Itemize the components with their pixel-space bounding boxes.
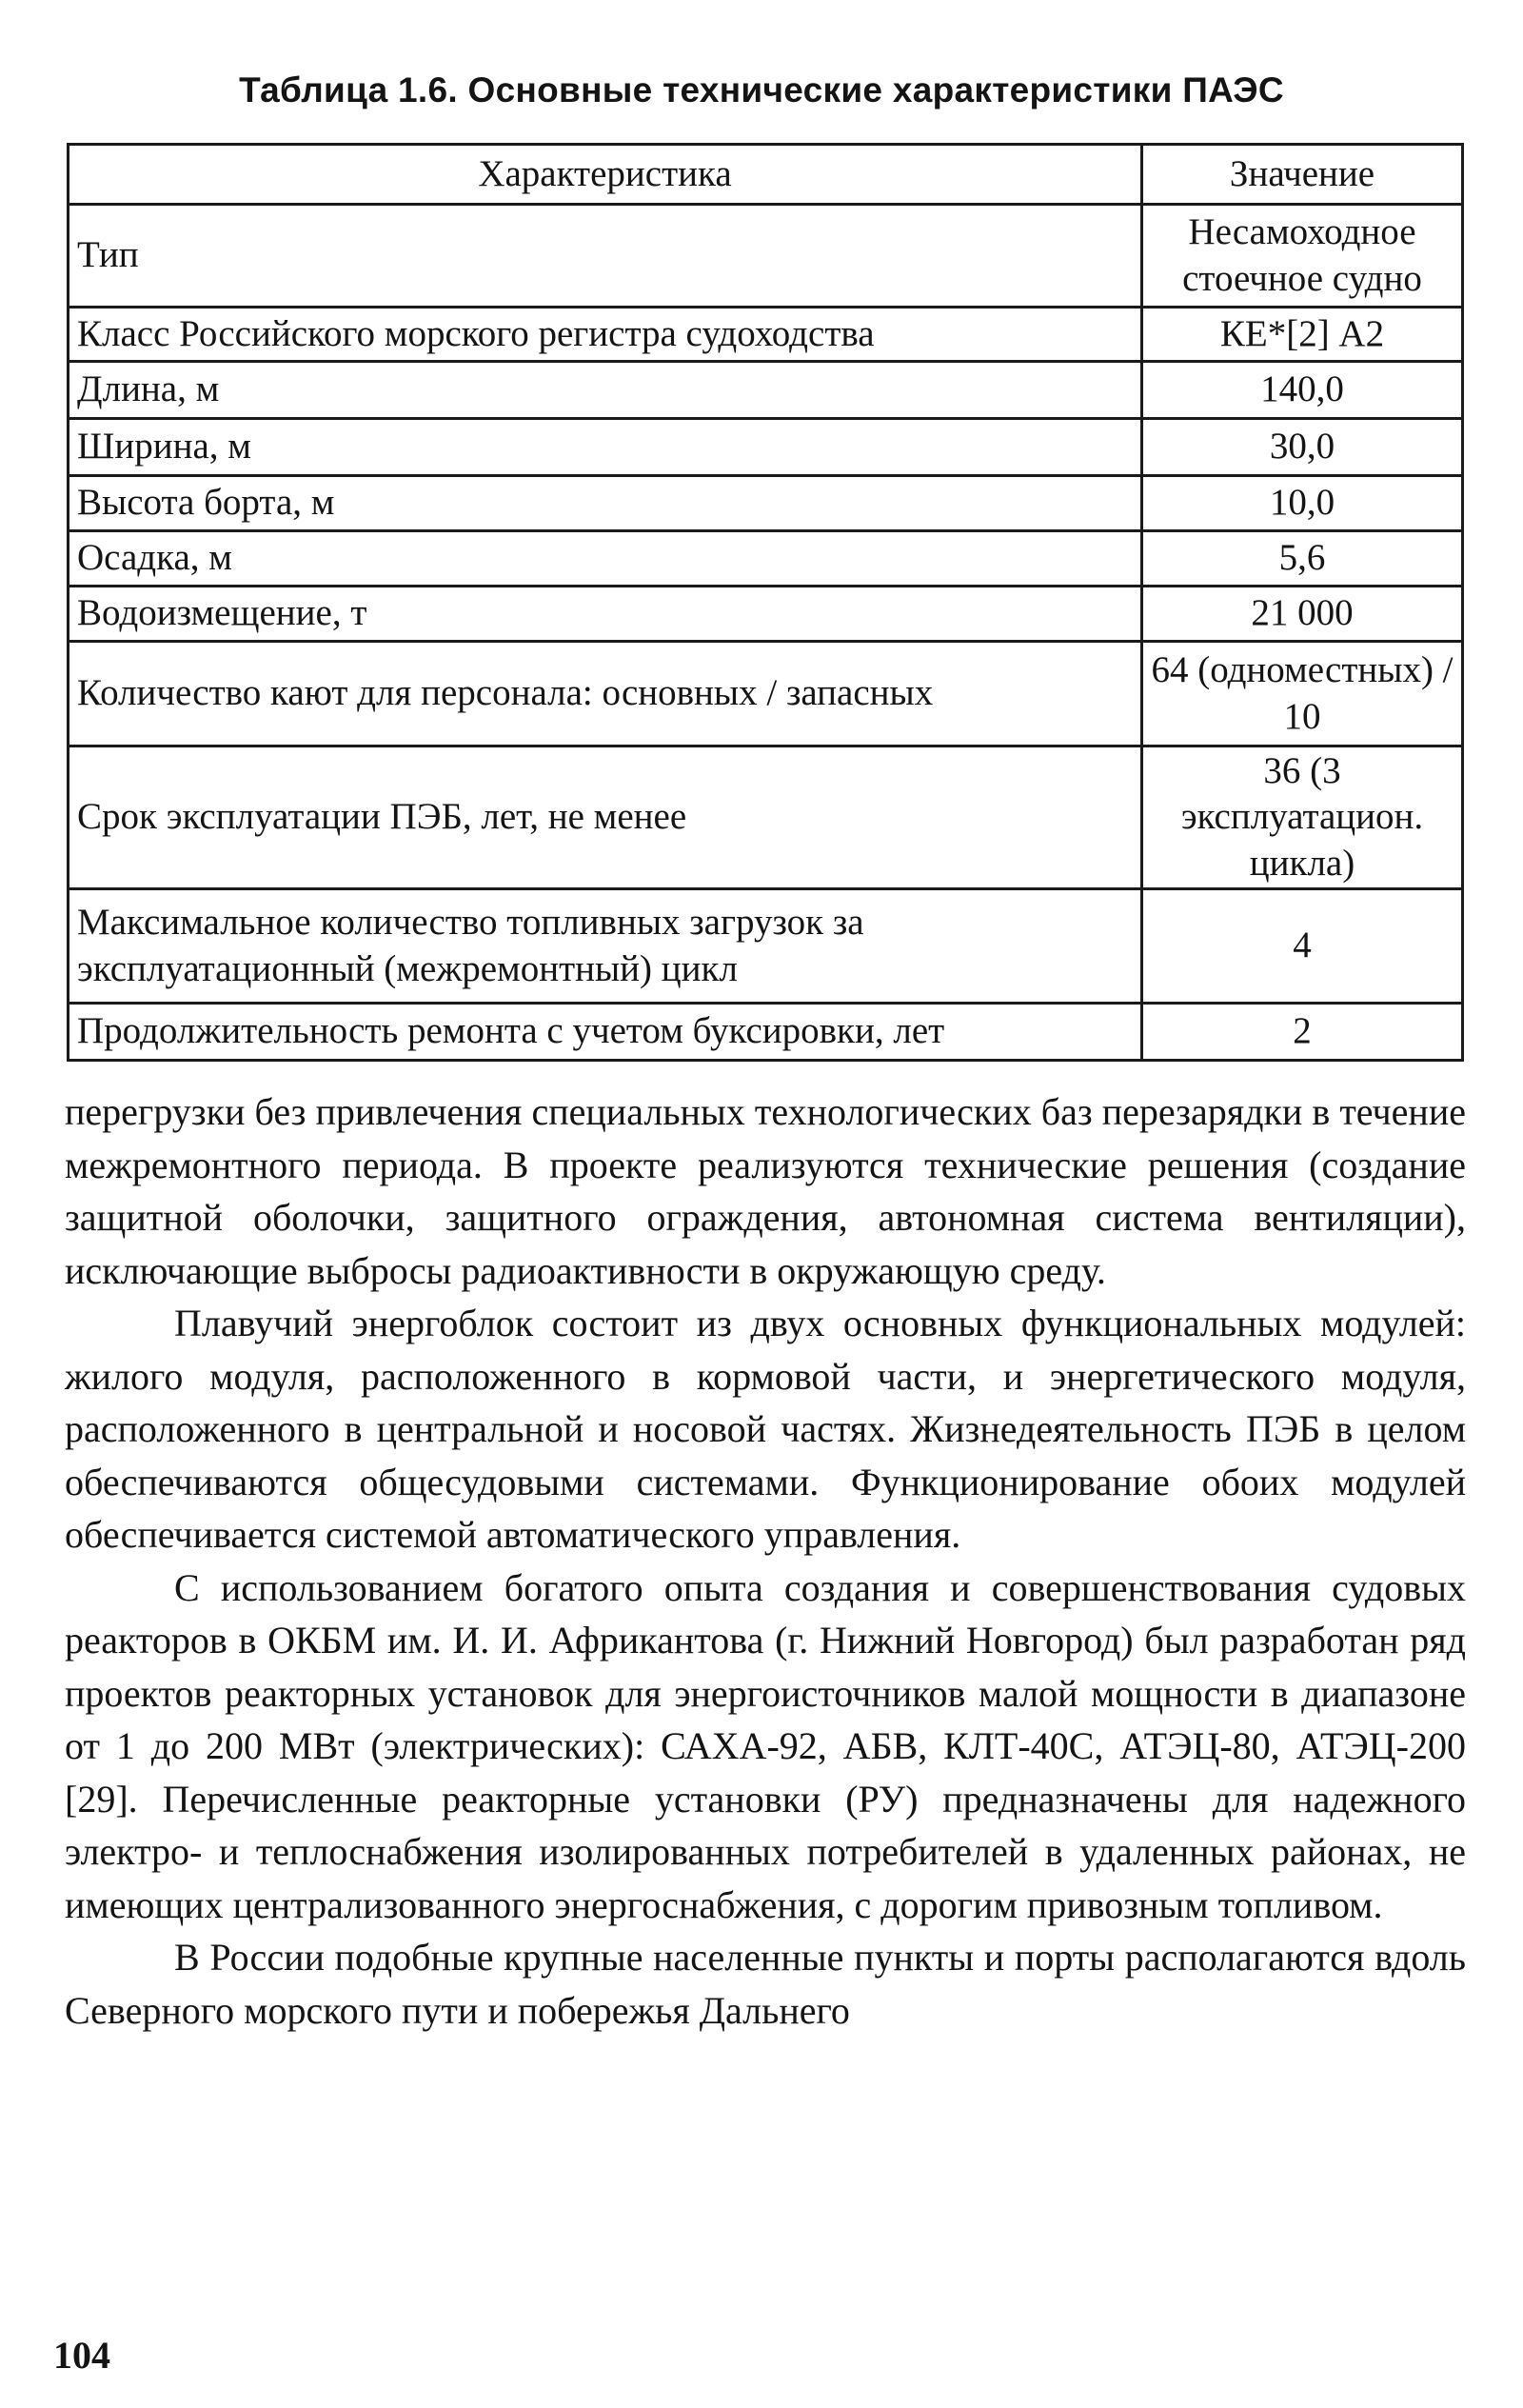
row-value: 5,6: [1142, 531, 1463, 587]
table-row: [69, 419, 1463, 476]
row-value: 21 000: [1142, 587, 1463, 642]
row-label: Ширина, м: [69, 419, 1142, 476]
paragraph: Плавучий энергоблок состоит из двух основных функциональных модулей: жилого модуля, расположенного в кормовой части, и энергетического модуля, расположенного в центральной и носовой частях. Жизнедеятельность ПЭБ в целом обеспечиваются общесудовыми системами. Функционирование обоих модулей обеспечивается системой автоматического управления.: [65, 1302, 1466, 1556]
table-row: [69, 889, 1463, 1004]
row-value: 2: [1142, 1004, 1463, 1061]
table-row: [69, 642, 1463, 746]
row-value: 36 (3 эксплуатацион. цикла): [1142, 746, 1463, 889]
row-value: 64 (одноместных) / 10: [1142, 642, 1463, 746]
paragraph: В России подобные крупные населенные пункты и порты располагаются вдоль Северного морского пути и побережья Дальнего: [65, 1936, 1466, 2032]
body-text: [65, 1085, 1466, 2037]
paragraph: С использованием богатого опыта создания и совершенствования судовых реакторов в ОКБМ им. И. И. Африкантова (г. Нижний Новгород) был разработан ряд проектов реакторных установок для энергоисточников малой мощности в диапазоне от 1 до 200 МВт (электрических): САХА-92, АБВ, КЛТ-40С, АТЭЦ-80, АТЭЦ-200 [29]. Перечисленные реакторные установки (РУ) предназначены для надежного электро- и теплоснабжения изолированных потребителей в удаленных районах, не имеющих централизованного энергоснабжения, с дорогим привозным топливом.: [65, 1565, 1466, 1926]
page-number: 104: [53, 2334, 110, 2377]
table-row: [69, 476, 1463, 531]
row-value: 10,0: [1142, 476, 1463, 531]
row-label: Осадка, м: [69, 531, 1142, 587]
header-characteristic: Характеристика: [69, 145, 1142, 205]
row-label: Количество кают для персонала: основных / запасных: [69, 642, 1142, 746]
row-label: Длина, м: [69, 362, 1142, 419]
row-label: Максимальное количество топливных загрузок за эксплуатационный (межремонтный) цикл: [69, 889, 1142, 1004]
header-value: Значение: [1142, 145, 1463, 205]
table-row: [69, 205, 1463, 308]
table-row: [69, 308, 1463, 362]
row-value: КЕ*[2] А2: [1142, 308, 1463, 362]
table-header-row: [69, 145, 1463, 205]
table-caption: Таблица 1.6. Основные технические характеристики ПАЭС: [239, 70, 1284, 109]
row-label: Срок эксплуатации ПЭБ, лет, не менее: [69, 746, 1142, 889]
table-row: [69, 531, 1463, 587]
table-row: [69, 746, 1463, 889]
row-label: Класс Российского морского регистра судоходства: [69, 308, 1142, 362]
table-row: [69, 1004, 1463, 1061]
specs-table: [67, 143, 1464, 1062]
row-value: 140,0: [1142, 362, 1463, 419]
row-label: Продолжительность ремонта с учетом буксировки, лет: [69, 1004, 1142, 1061]
paragraph: перегрузки без привлечения специальных технологических баз перезарядки в течение межремонтного периода. В проекте реализуются технические решения (создание защитной оболочки, защитного ограждения, автономная система вентиляции), исключающие выбросы радиоактивности в окружающую среду.: [65, 1090, 1466, 1292]
row-label: Высота борта, м: [69, 476, 1142, 531]
row-label: Тип: [69, 205, 1142, 308]
row-value: 30,0: [1142, 419, 1463, 476]
table-row: [69, 362, 1463, 419]
row-value: Несамоходное стоечное судно: [1142, 205, 1463, 308]
row-label: Водоизмещение, т: [69, 587, 1142, 642]
row-value: 4: [1142, 889, 1463, 1004]
table-row: [69, 587, 1463, 642]
